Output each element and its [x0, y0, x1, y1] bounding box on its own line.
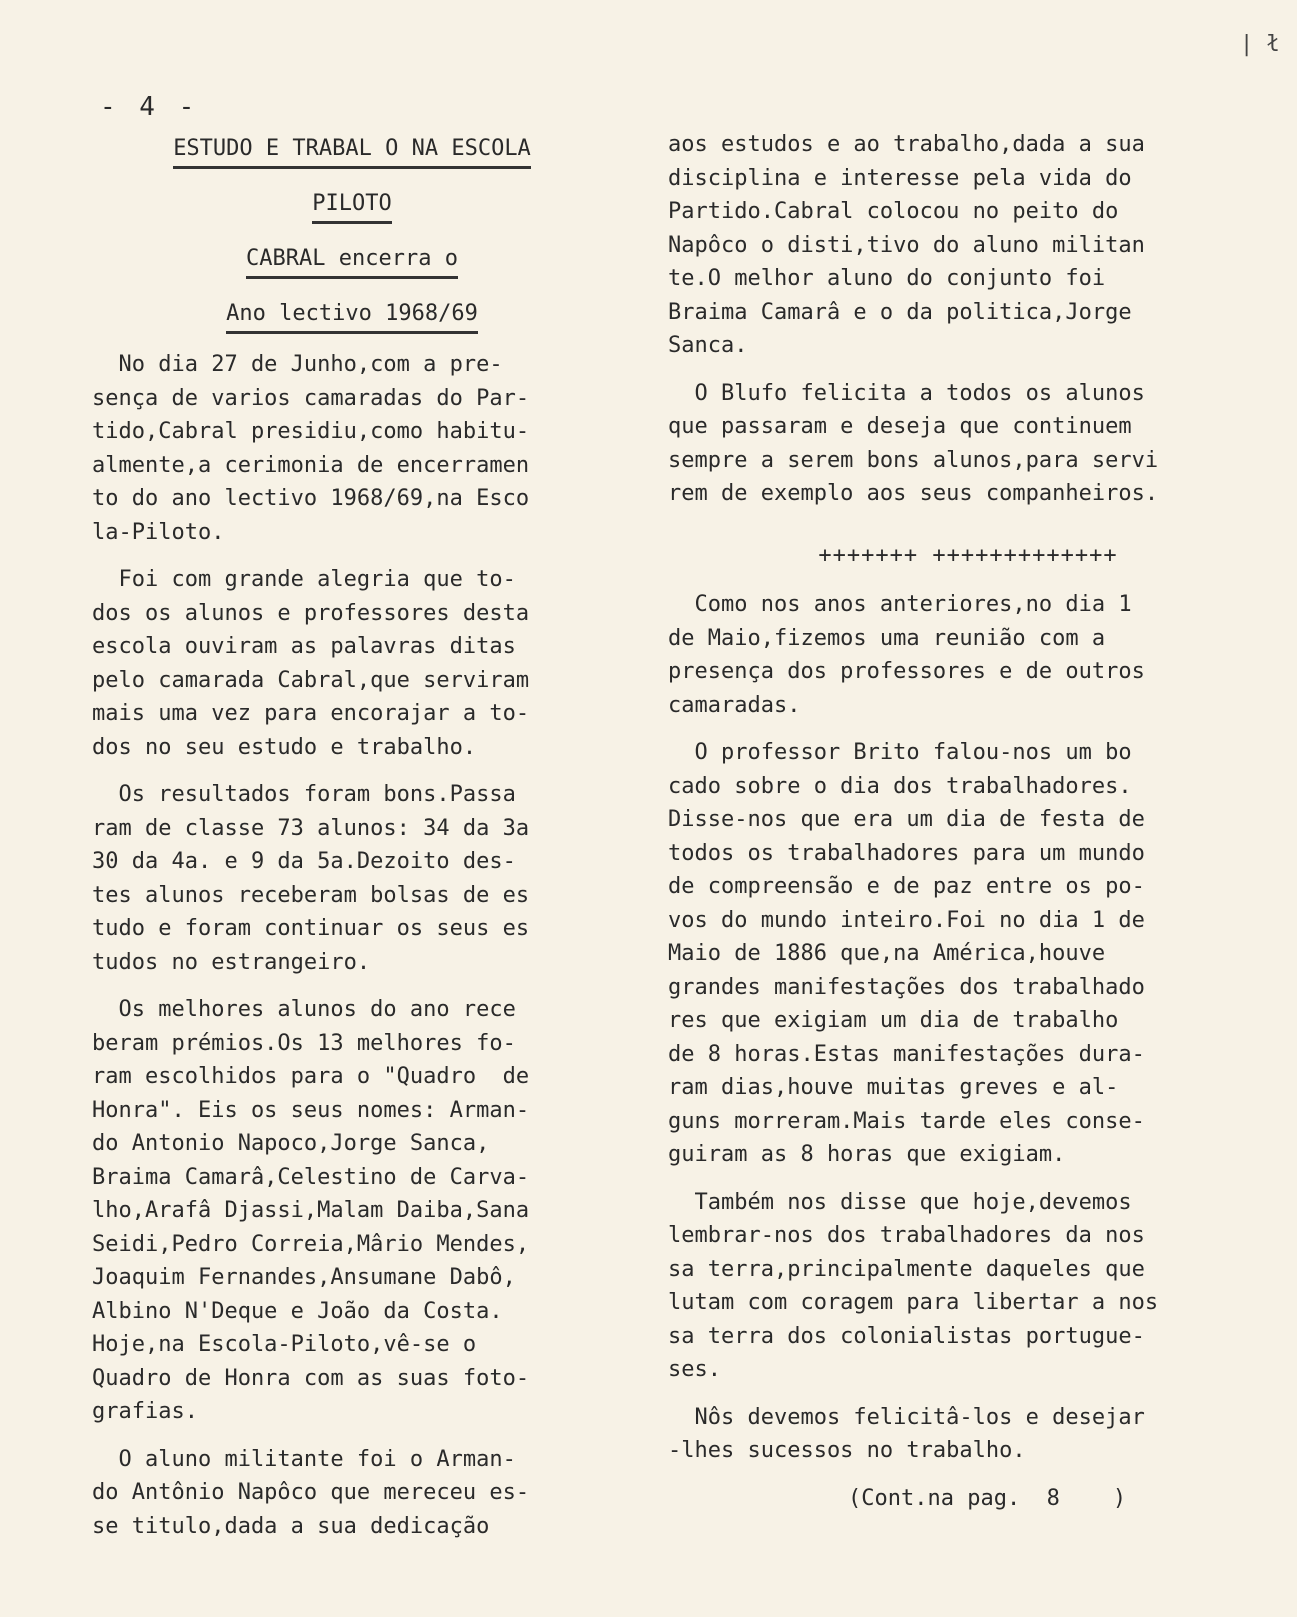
- text-line: dos os alunos e professores desta: [92, 600, 530, 626]
- text-line: 30 da 4a. e 9 da 5a.Dezoito des-: [92, 849, 516, 874]
- text-line: Honra". Eis os seus nomes: Arman-: [92, 1097, 530, 1123]
- text-line: presença dos professores e de outros: [668, 659, 1145, 684]
- text-line: Joaquim Fernandes,Ansumane Dabô,: [92, 1265, 516, 1290]
- text-line: que passaram e deseja que continuem: [668, 414, 1132, 439]
- text-line: Hoje,na Escola-Piloto,vê-se o: [92, 1332, 477, 1357]
- text-line: vos do mundo inteiro.Foi no dia 1 de: [668, 907, 1145, 933]
- headline-cabral: [92, 238, 612, 293]
- text-line: lho,Arafâ Djassi,Malam Daiba,Sana: [92, 1198, 530, 1223]
- text-line: de compreensão e de paz entre os po-: [668, 874, 1145, 899]
- headline-line: CABRAL encerra o: [246, 244, 458, 279]
- headline-year: [92, 293, 612, 348]
- text-line: la-Piloto.: [92, 519, 225, 545]
- text-line: do Antonio Napoco,Jorge Sanca,: [92, 1131, 490, 1156]
- text-line: No dia 27 de Junho,com a pre-: [92, 352, 503, 377]
- paragraph: [668, 128, 1268, 363]
- right-column: [668, 128, 1268, 1515]
- text-line: -lhes sucessos no trabalho.: [668, 1438, 1026, 1463]
- text-line: Maio de 1886 que,na América,houve: [668, 941, 1106, 966]
- paragraph: [92, 778, 622, 979]
- headline-title: [92, 128, 612, 183]
- headline-line: PILOTO: [312, 189, 391, 224]
- paragraph: [92, 1443, 622, 1544]
- text-line: Braima Camarâ,Celestino de Carva-: [92, 1164, 530, 1190]
- text-line: sa terra dos colonialistas portugue-: [668, 1323, 1145, 1349]
- text-line: te.O melhor aluno do conjunto foi: [668, 266, 1106, 291]
- text-line: Nôs devemos felicitâ-los e desejar: [668, 1404, 1145, 1430]
- paragraph: [668, 1186, 1268, 1387]
- text-line: sa terra,principalmente daqueles que: [668, 1256, 1145, 1282]
- corner-marks: | ł: [1240, 32, 1280, 57]
- text-line: Como nos anos anteriores,no dia 1: [668, 592, 1132, 617]
- text-line: to do ano lectivo 1968/69,na Esco: [92, 486, 530, 511]
- text-line: O Blufo felicita a todos os alunos: [668, 380, 1145, 406]
- text-line: de Maio,fizemos uma reunião com a: [668, 625, 1106, 651]
- text-line: grandes manifestações dos trabalhado: [668, 974, 1145, 1000]
- text-line: se titulo,dada a sua dedicação: [92, 1513, 490, 1539]
- text-line: dos no seu estudo e trabalho.: [92, 734, 477, 760]
- text-line: ses.: [668, 1357, 721, 1382]
- text-line: Também nos disse que hoje,devemos: [668, 1189, 1132, 1215]
- text-line: O professor Brito falou-nos um bo: [668, 740, 1132, 765]
- text-line: todos os trabalhadores para um mundo: [668, 840, 1145, 866]
- text-line: almente,a cerimonia de encerramen: [92, 452, 530, 478]
- text-line: O aluno militante foi o Arman-: [92, 1446, 516, 1472]
- text-line: camaradas.: [668, 692, 801, 718]
- paragraph: [92, 563, 622, 764]
- text-line: mais uma vez para encorajar a to-: [92, 701, 530, 726]
- paragraph: [668, 377, 1268, 511]
- paragraph: [92, 348, 622, 549]
- text-line: guns morreram.Mais tarde eles conse-: [668, 1108, 1145, 1134]
- text-line: beram prémios.Os 13 melhores fo-: [92, 1030, 516, 1056]
- left-article-body: [92, 348, 622, 1543]
- text-line: Disse-nos que era um dia de festa de: [668, 807, 1145, 832]
- text-line: de 8 horas.Estas manifestações dura-: [668, 1041, 1145, 1067]
- right-article-continuation: [668, 128, 1268, 511]
- paragraph: [668, 1401, 1268, 1468]
- text-line: tido,Cabral presidiu,como habitu-: [92, 419, 530, 444]
- text-line: Seidi,Pedro Correia,Mârio Mendes,: [92, 1231, 530, 1257]
- text-line: tudos no estrangeiro.: [92, 949, 371, 975]
- text-line: aos estudos e ao trabalho,dada a sua: [668, 132, 1145, 157]
- text-line: rem de exemplo aos seus companheiros.: [668, 481, 1159, 506]
- text-line: lutam com coragem para libertar a nos: [668, 1290, 1159, 1315]
- text-line: Braima Camarâ e o da politica,Jorge: [668, 299, 1132, 325]
- text-line: res que exigiam um dia de trabalho: [668, 1008, 1119, 1033]
- text-line: sença de varios camaradas do Par-: [92, 385, 530, 411]
- text-line: Partido.Cabral colocou no peito do: [668, 199, 1119, 224]
- text-line: Quadro de Honra com as suas foto-: [92, 1365, 530, 1391]
- text-line: disciplina e interesse pela vida do: [668, 165, 1132, 191]
- text-line: do Antônio Napôco que mereceu es-: [92, 1480, 530, 1505]
- text-line: ram dias,houve muitas greves e al-: [668, 1075, 1119, 1100]
- paragraph: [668, 588, 1268, 722]
- text-line: ram de classe 73 alunos: 34 da 3a: [92, 815, 530, 841]
- headline-line: ESTUDO E TRABAL O NA ESCOLA: [173, 134, 531, 169]
- text-line: lembrar-nos dos trabalhadores da nos: [668, 1223, 1145, 1248]
- text-line: grafias.: [92, 1399, 198, 1424]
- separator-line: +++++++ +++++++++++++: [818, 542, 1118, 568]
- text-line: Napôco o disti,tivo do aluno militan: [668, 232, 1145, 258]
- text-line: escola ouviram as palavras ditas: [92, 634, 516, 659]
- continuation-note: (Cont.na pag. 8 ): [848, 1485, 1127, 1511]
- headline-line: Ano lectivo 1968/69: [226, 299, 478, 334]
- text-line: sempre a serem bons alunos,para servi: [668, 447, 1159, 473]
- text-line: Os resultados foram bons.Passa: [92, 782, 516, 807]
- headline-subtitle: [92, 183, 612, 238]
- text-line: Os melhores alunos do ano rece: [92, 997, 516, 1022]
- text-line: tudo e foram continuar os seus es: [92, 916, 530, 941]
- page-number: - 4 -: [100, 92, 199, 122]
- paragraph: [92, 993, 622, 1429]
- text-line: Foi com grande alegria que to-: [92, 567, 516, 592]
- text-line: pelo camarada Cabral,que serviram: [92, 667, 530, 693]
- text-line: guiram as 8 horas que exigiam.: [668, 1142, 1066, 1167]
- text-line: Sanca.: [668, 333, 748, 358]
- text-line: tes alunos receberam bolsas de es: [92, 882, 530, 908]
- text-line: Albino N'Deque e João da Costa.: [92, 1298, 503, 1324]
- text-line: ram escolhidos para o "Quadro de: [92, 1064, 530, 1089]
- left-column: [92, 128, 622, 1557]
- text-line: cado sobre o dia dos trabalhadores.: [668, 773, 1132, 799]
- right-article-may-day: [668, 588, 1268, 1468]
- paragraph: [668, 736, 1268, 1172]
